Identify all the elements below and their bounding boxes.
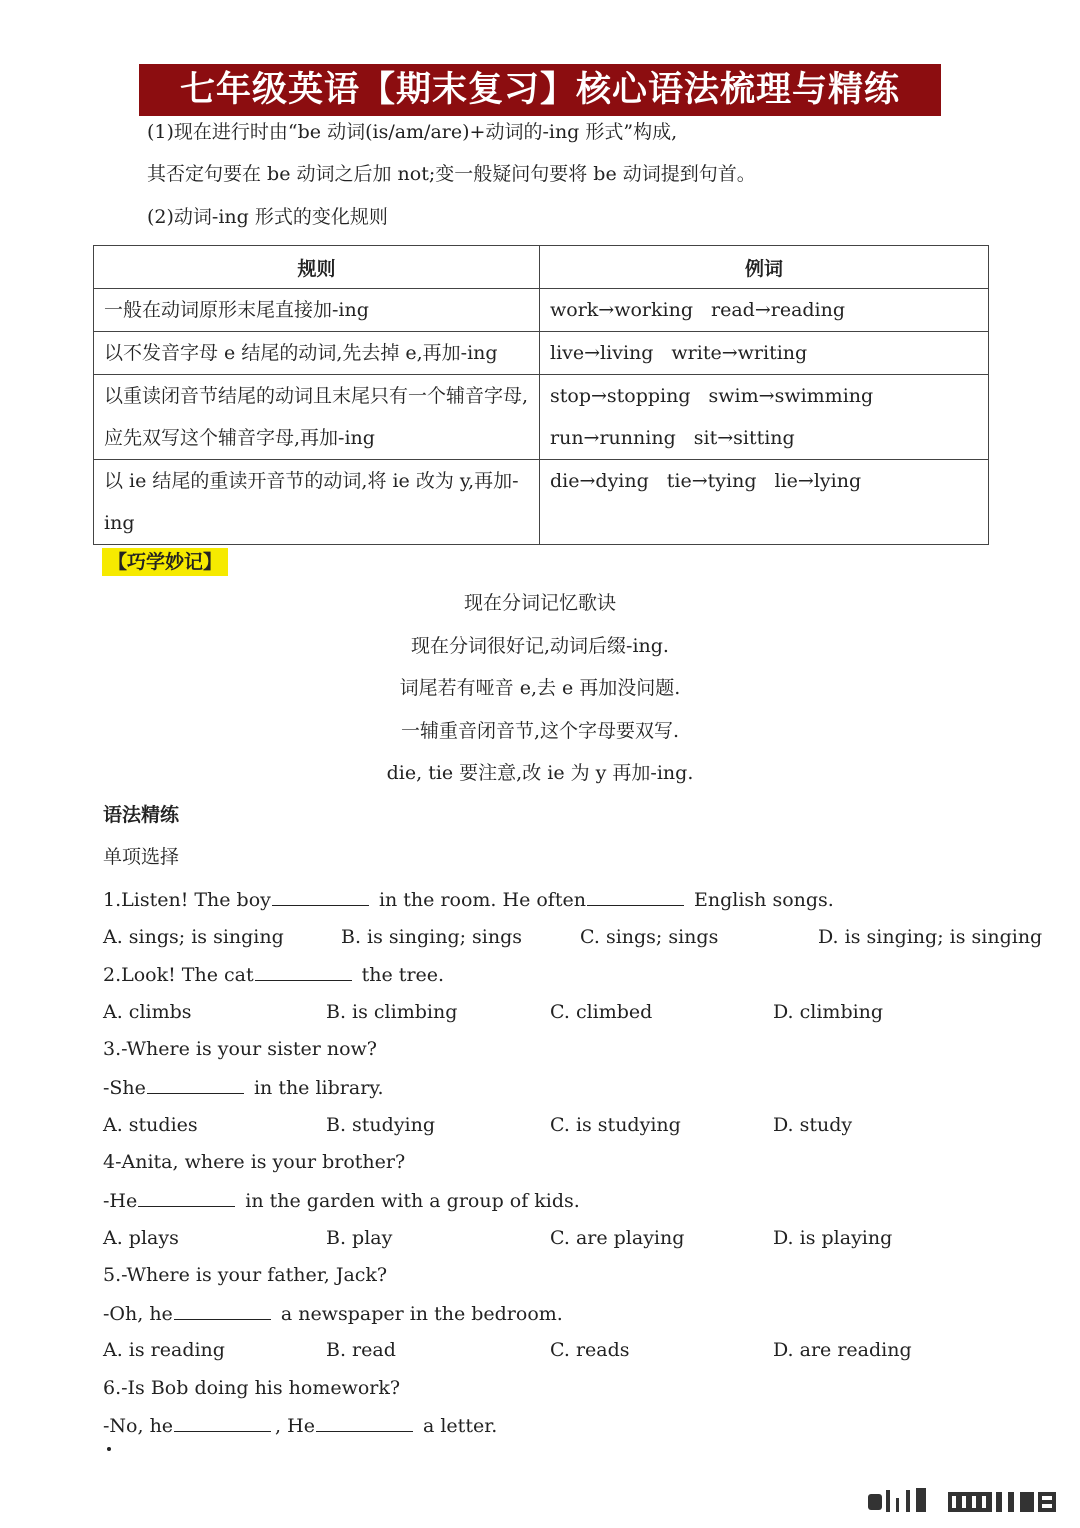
example-word: swim→swimming	[708, 385, 874, 407]
answer-blank	[255, 962, 352, 981]
option-a[interactable]: A. climbs	[103, 1001, 192, 1023]
answer-blank	[587, 887, 684, 906]
memo-highlight-label: 【巧学妙记】	[102, 548, 228, 576]
question-text: the tree.	[355, 964, 445, 986]
question-text: -He	[103, 1190, 138, 1212]
example-cell	[540, 289, 989, 332]
intro-line-1: (1)现在进行时由“be 动词(is/am/are)+动词的-ing 形式”构成,	[147, 121, 678, 143]
question-1	[103, 887, 834, 912]
question-3	[103, 1075, 384, 1100]
option-c[interactable]: C. is studying	[550, 1114, 681, 1136]
example-word: die→dying	[550, 470, 649, 492]
poem-title: 现在分词记忆歌诀	[463, 592, 616, 614]
question-text: English songs.	[687, 889, 834, 911]
question-text: in the room. He often	[372, 889, 586, 911]
option-b[interactable]: B. is climbing	[326, 1001, 458, 1023]
option-b[interactable]: B. read	[326, 1339, 396, 1361]
answer-blank	[174, 1301, 271, 1320]
table-header-example: 例词	[540, 246, 989, 289]
answer-blank	[138, 1188, 235, 1207]
option-c[interactable]: C. sings; sings	[580, 926, 719, 948]
option-a[interactable]: A. sings; is singing	[103, 926, 284, 948]
example-word: sit→sitting	[693, 427, 795, 449]
rule-cell: 以不发音字母 e 结尾的动词,先去掉 e,再加-ing	[94, 332, 540, 375]
question-4	[103, 1188, 580, 1213]
option-c[interactable]: C. climbed	[550, 1001, 653, 1023]
question-2	[103, 962, 444, 987]
example-word: work→working	[550, 299, 693, 321]
example-cell	[540, 332, 989, 375]
option-a[interactable]: A. is reading	[103, 1339, 225, 1361]
question-6	[103, 1413, 497, 1438]
example-cell	[540, 460, 989, 545]
table-row	[94, 332, 989, 375]
question-text: in the library.	[247, 1077, 384, 1099]
rule-cell: 以 ie 结尾的重读开音节的动词,将 ie 改为 y,再加-ing	[94, 460, 540, 545]
section-subtitle: 单项选择	[103, 846, 180, 868]
question-5-prompt: 5.-Where is your father, Jack?	[103, 1264, 388, 1286]
option-d[interactable]: D. are reading	[773, 1339, 912, 1361]
option-b[interactable]: B. studying	[326, 1114, 436, 1136]
poem-line: 一辅重音闭音节,这个字母要双写.	[400, 720, 680, 742]
table-row	[94, 289, 989, 332]
question-text: -No, he	[103, 1415, 174, 1437]
example-word: stop→stopping	[550, 385, 691, 407]
table-header-rule: 规则	[94, 246, 540, 289]
option-b[interactable]: B. is singing; sings	[341, 926, 523, 948]
option-d[interactable]: D. climbing	[773, 1001, 884, 1023]
example-word: write→writing	[671, 342, 808, 364]
question-4-prompt: 4-Anita, where is your brother?	[103, 1151, 406, 1173]
example-word: live→living	[550, 342, 654, 364]
question-text: -She	[103, 1077, 146, 1099]
watermark-logo	[866, 1486, 1060, 1516]
ing-rules-table	[93, 245, 989, 545]
intro-line-3: (2)动词-ing 形式的变化规则	[147, 206, 388, 228]
question-5	[103, 1301, 563, 1326]
example-word: read→reading	[711, 299, 846, 321]
option-d[interactable]: D. is playing	[773, 1227, 893, 1249]
option-c[interactable]: C. are playing	[550, 1227, 685, 1249]
rule-cell: 以重读闭音节结尾的动词且末尾只有一个辅音字母,应先双写这个辅音字母,再加-ing	[94, 375, 540, 460]
poem-line: 现在分词很好记,动词后缀-ing.	[411, 635, 669, 657]
question-6-prompt: 6.-Is Bob doing his homework?	[103, 1377, 401, 1399]
option-a[interactable]: A. plays	[103, 1227, 179, 1249]
question-text: , He	[275, 1415, 315, 1437]
option-a[interactable]: A. studies	[103, 1114, 198, 1136]
page-title: 七年级英语【期末复习】核心语法梳理与精练	[139, 64, 941, 116]
answer-blank	[272, 887, 369, 906]
section-title: 语法精练	[103, 804, 180, 826]
question-text: 2.Look! The cat	[103, 964, 254, 986]
answer-blank	[147, 1075, 244, 1094]
option-d[interactable]: D. study	[773, 1114, 853, 1136]
table-header-row	[94, 246, 989, 289]
answer-blank	[174, 1413, 271, 1432]
example-word: lie→lying	[774, 470, 862, 492]
answer-blank	[316, 1413, 413, 1432]
poem-line: 词尾若有哑音 e,去 e 再加没问题.	[399, 677, 681, 699]
bullet-dot	[107, 1447, 111, 1451]
option-d[interactable]: D. is singing; is singing	[818, 926, 1043, 948]
question-text: in the garden with a group of kids.	[239, 1190, 580, 1212]
question-3-prompt: 3.-Where is your sister now?	[103, 1038, 377, 1060]
example-cell	[540, 375, 989, 460]
intro-line-2: 其否定句要在 be 动词之后加 not;变一般疑问句要将 be 动词提到句首。	[147, 163, 756, 185]
option-b[interactable]: B. play	[326, 1227, 393, 1249]
option-c[interactable]: C. reads	[550, 1339, 630, 1361]
question-text: 1.Listen! The boy	[103, 889, 271, 911]
rule-cell: 一般在动词原形末尾直接加-ing	[94, 289, 540, 332]
example-word: tie→tying	[666, 470, 757, 492]
question-text: -Oh, he	[103, 1303, 173, 1325]
example-word: run→running	[550, 427, 676, 449]
question-text: a newspaper in the bedroom.	[274, 1303, 563, 1325]
table-row	[94, 460, 989, 545]
question-text: a letter.	[416, 1415, 498, 1437]
table-row	[94, 375, 989, 460]
poem-line: die, tie 要注意,改 ie 为 y 再加-ing.	[386, 762, 694, 784]
